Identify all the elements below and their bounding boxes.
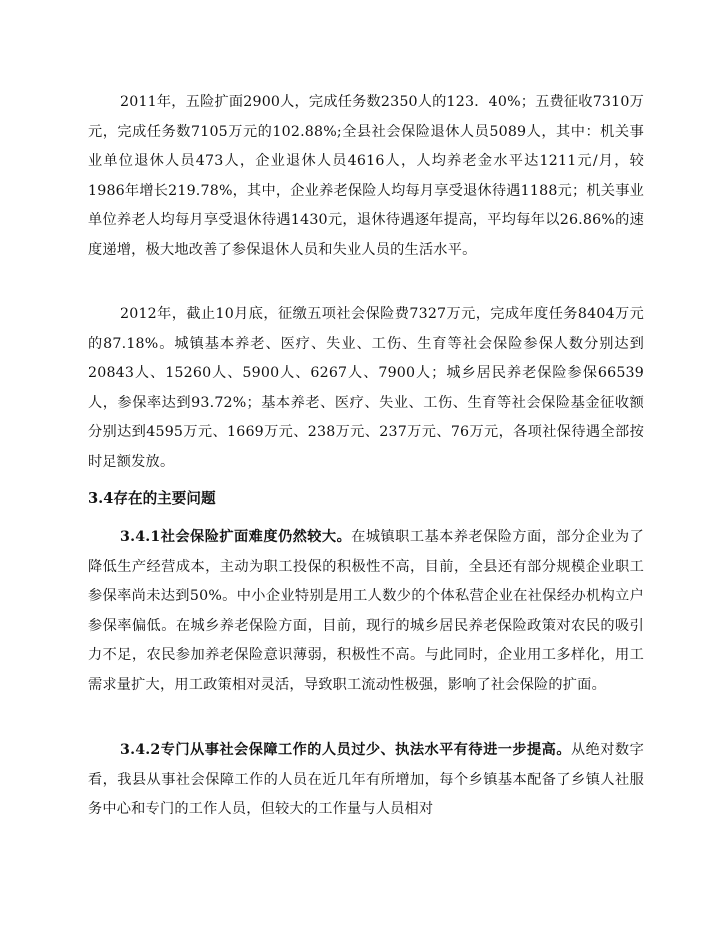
item-3-4-1-body: 在城镇职工基本养老保险方面，部分企业为了降低生产经营成本，主动为职工投保的积极性不高，目前，全县还有部分规模企业职工参保率尚未达到50%。中小企业特别是用工人数少的个体私营企业在社保经办机构立户参保率偏低。在城乡养老保险方面，目前，现行的城乡居民养老保险政策对农民的吸引力不足，农民参加养老保险意识薄弱，积极性不高。与此同时，企业用工多样化，用工需求量扩大，用工政策相对灵活，导致职工流动性极强，影响了社会保险的扩面。 <box>88 529 644 693</box>
item-3-4-2-body: 从绝对数字看，我县从事社会保障工作的人员在近几年有所增加，每个乡镇基本配备了乡镇人社服务中心和专门的工作人员，但较大的工作量与人员相对 <box>88 742 644 817</box>
item-3-4-2 <box>88 736 644 825</box>
section-heading: 3.4存在的主要问题 <box>88 490 216 507</box>
item-3-4-1 <box>88 523 644 700</box>
item-3-4-1-title: 3.4.1社会保险扩面难度仍然较大。 <box>120 529 352 545</box>
paragraph-2012-text: 2012年，截止10月底，征缴五项社会保险费7327万元，完成年度任务8404万元的87.18%。城镇基本养老、医疗、失业、工伤、生育等社会保险参保人数分别达到20843人、15260人、5900人、6267人、7900人；城乡居民养老保险参保66539人，参保率达到93.72%；基本养老、医疗、失业、工伤、生育等社会保险基金征收额分别达到4595万元、1669万元、238万元、237万元、76万元，各项社保待遇全部按时足额发放。 <box>88 306 644 470</box>
paragraph-2011 <box>88 88 644 265</box>
item-3-4-2-title: 3.4.2专门从事社会保障工作的人员过少、执法水平有待进一步提高。 <box>120 742 571 758</box>
paragraph-2011-text: 2011年，五险扩面2900人，完成任务数2350人的123．40%；五费征收7310万元，完成任务数7105万元的102.88%;全县社会保险退休人员5089人，其中：机关事业单位退休人员473人，企业退休人员4616人，人均养老金水平达1211元/月，较1986年增长219.78%，其中，企业养老保险人均每月享受退休待遇1188元；机关事业单位养老人均每月享受退休待遇1430元，退休待遇逐年提高，平均每年以26.86%的速度递增，极大地改善了参保退休人员和失业人员的生活水平。 <box>88 94 644 258</box>
paragraph-2012 <box>88 300 644 477</box>
